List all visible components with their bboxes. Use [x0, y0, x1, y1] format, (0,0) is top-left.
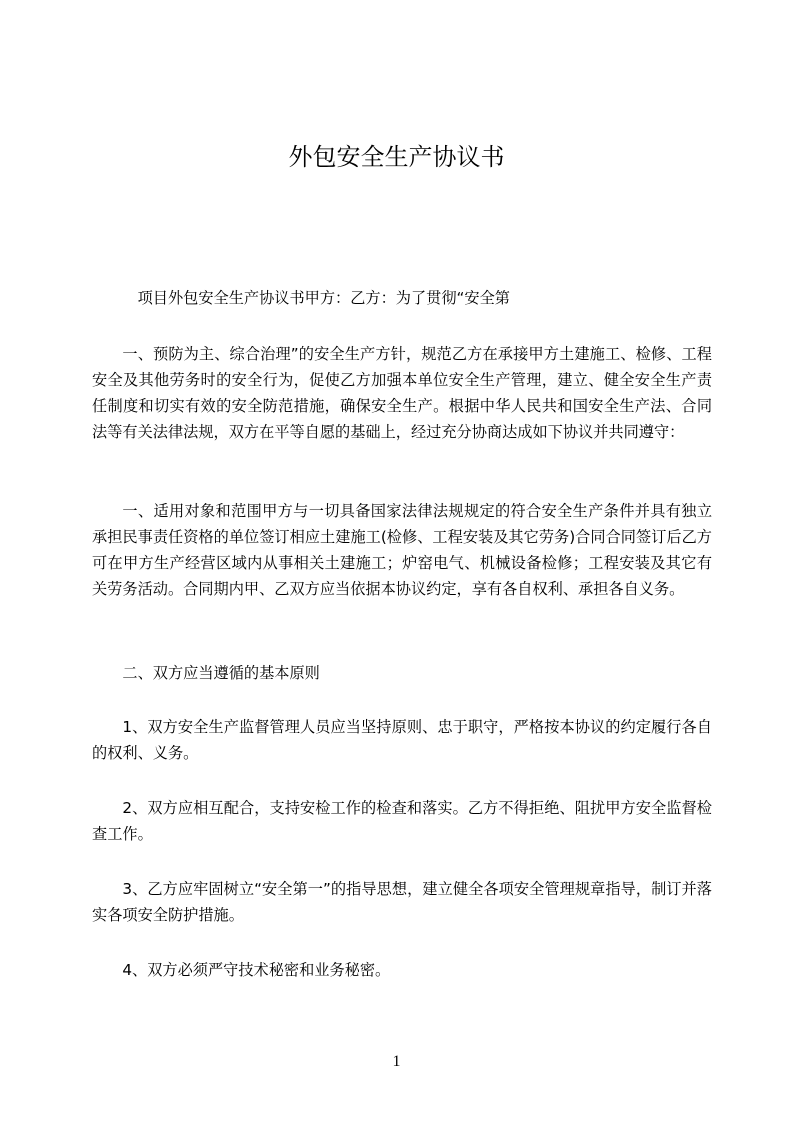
document-title: 外包安全生产协议书 [288, 143, 505, 171]
paragraph-scope: 一、适用对象和范围甲方与一切具备国家法律法规规定的符合安全生产条件并具有独立承担民事责任资格的单位签订相应土建施工(检修、工程安装及其它劳务)合同合同签订后乙方可在甲方生产经营区域内从事相关土建施工；炉窑电气、机械设备检修；工程安装及其它有关劳务活动。合同期内甲、乙双方应当依据本协议约定，享有各自权利、承担各自义务。 [92, 502, 712, 598]
page-number: 1 [392, 1053, 401, 1070]
clause-3: 3、乙方应牢固树立“安全第一”的指导思想，建立健全各项安全管理规章指导，制订并落实各项安全防护措施。 [92, 880, 712, 924]
section-heading-principles: 二、双方应当遵循的基本原则 [122, 664, 320, 682]
paragraph-intro: 项目外包安全生产协议书甲方：乙方：为了贯彻“安全第 [137, 289, 510, 307]
clause-4: 4、双方必须严守技术秘密和业务秘密。 [122, 961, 391, 979]
clause-2: 2、双方应相互配合，支持安检工作的检查和落实。乙方不得拒绝、阻扰甲方安全监督检查工作。 [92, 799, 712, 843]
paragraph-principle: 一、预防为主、综合治理”的安全生产方针，规范乙方在承接甲方土建施工、检修、工程安全及其他劳务时的安全行为，促使乙方加强本单位安全生产管理，建立、健全安全生产责任制度和切实有效的安全防范措施，确保安全生产。根据中华人民共和国安全生产法、合同法等有关法律法规，双方在平等自愿的基础上，经过充分协商达成如下协议并共同遵守： [92, 345, 712, 441]
clause-1: 1、双方安全生产监督管理人员应当坚持原则、忠于职守，严格按本协议的约定履行各自的权利、义务。 [92, 718, 712, 762]
